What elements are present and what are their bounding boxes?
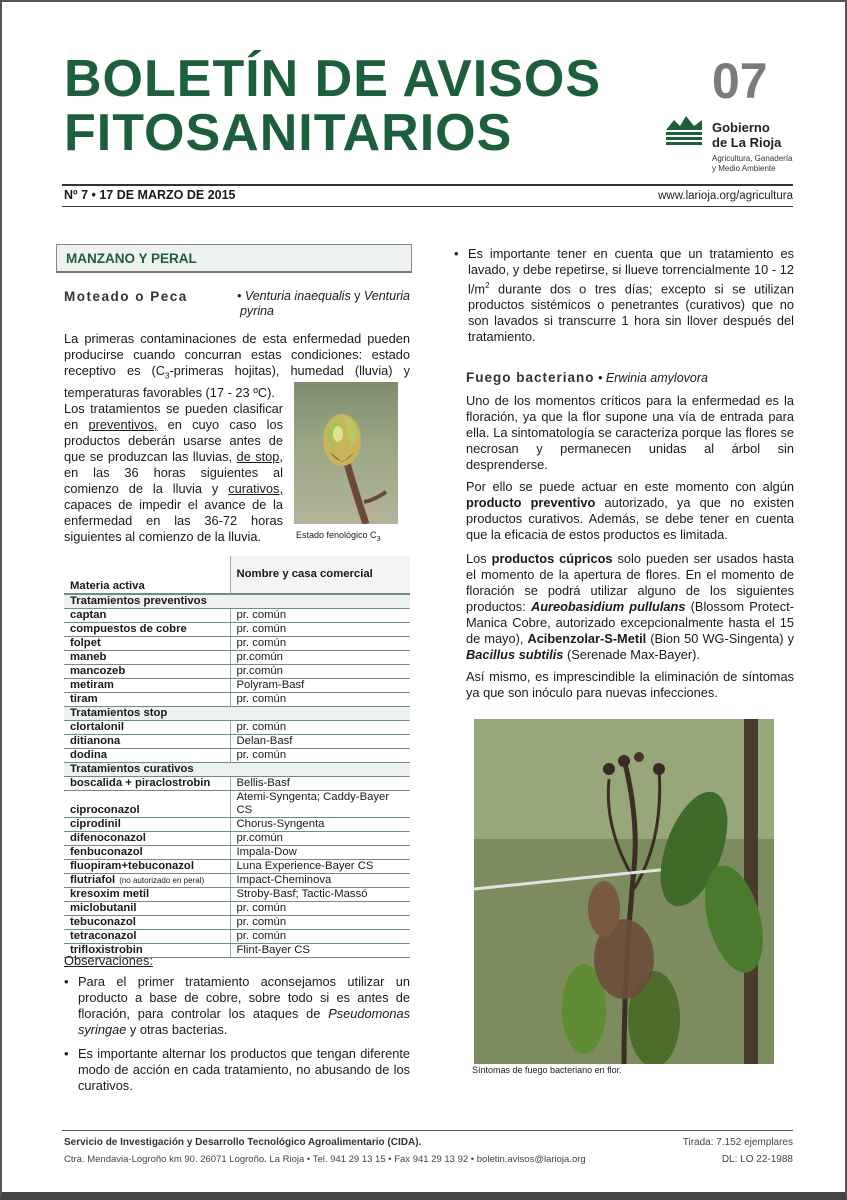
active-ingredient-cell: fluopiram+tebuconazol: [64, 860, 230, 874]
active-ingredient-cell: ciprodinil: [64, 818, 230, 832]
table-row: [64, 818, 410, 832]
logo-name: Gobierno de La Rioja: [712, 120, 782, 150]
table-row: [64, 721, 410, 735]
table-header-materia: Materia activa: [64, 556, 230, 594]
active-ingredient-cell: compuestos de cobre: [64, 623, 230, 637]
fuego-heading: Fuego bacteriano • Erwinia amylovora: [466, 370, 708, 385]
active-ingredient-cell: metiram: [64, 679, 230, 693]
header-divider-bottom: [62, 206, 793, 207]
fire-blight-photo-caption: Síntomas de fuego bacteriano en flor.: [472, 1065, 622, 1075]
active-ingredient-cell: maneb: [64, 651, 230, 665]
commercial-name-cell: pr.común: [230, 832, 410, 846]
fuego-paragraph-4: Así mismo, es imprescindible la eliminación de síntomas ya que son inóculo para nuevas infecciones.: [466, 669, 794, 700]
table-row: [64, 609, 410, 623]
fuego-paragraph-2: Por ello se puede actuar en este momento con algún producto preventivo autorizado, ya que no existen productos curativos. Además, se debe tener en cuenta que la eficacia de estos productos es limitada.: [466, 479, 794, 542]
website-link[interactable]: www.larioja.org/agricultura: [658, 190, 793, 202]
footer-legal-deposit: DL: LO 22-1988: [721, 1154, 793, 1165]
issue-number: 07: [712, 53, 768, 109]
moteado-species-b: Venturia: [363, 289, 410, 303]
table-row: [64, 846, 410, 860]
table-row: [64, 637, 410, 651]
gobierno-la-rioja-logo: [664, 112, 804, 176]
table-header-row: [64, 556, 410, 594]
bud-photo-caption: Estado fenológico $C_3$: [296, 530, 381, 543]
flutriafol-note: (no autorizado en peral): [119, 876, 205, 885]
commercial-name-cell: pr. común: [230, 637, 410, 651]
lavado-bullet: • Es importante tener en cuenta que un tratamiento es lavado, y debe repetirse, si llueve torrencialmente 10 - 12 $l/m^2$ durante dos o tres días; excepto si se utilizan productos sistémicos o penetrantes (curativos) que no son lavados si transcurre 1 hora sin llover después del tratamiento.: [454, 246, 794, 345]
observaciones: [64, 953, 410, 1094]
active-ingredient-cell: ditianona: [64, 735, 230, 749]
table-row: [64, 651, 410, 665]
commercial-name-cell: Flint-Bayer CS: [230, 944, 410, 958]
table-row: [64, 777, 410, 791]
la-rioja-emblem-icon: [664, 112, 704, 148]
table-row: [64, 832, 410, 846]
commercial-name-cell: Atemi-Syngenta; Caddy-Bayer CS: [230, 791, 410, 818]
issue-date: Nº 7 • 17 DE MARZO DE 2015: [64, 188, 236, 202]
pear-bud-illustration: [294, 382, 398, 524]
active-ingredient-cell: mancozeb: [64, 665, 230, 679]
table-row: [64, 902, 410, 916]
footer-address: Ctra. Mendavia-Logroño km 90. 26071 Logroño. La Rioja • Tel. 941 29 13 15 • Fax 941 29 13 92 • boletin.avisos@larioja.org: [64, 1154, 586, 1165]
table-row: [64, 623, 410, 637]
table-group-row: [64, 594, 410, 609]
fire-blight-illustration: [474, 719, 774, 1064]
moteado-species-a: Venturia inaequalis: [244, 289, 351, 303]
fuego-paragraph-3: Los productos cúpricos solo pueden ser usados hasta el momento de la apertura de flores. En el momento de floración se podrá utilizar alguno de los siguientes productos: Aureobasidium pullulans (Blossom Protect-Manica Cobre, autorizado excepcionalmente hasta el 15 de mayo), Acibenzolar-S-Metil (Bion 50 WG-Singenta) y Bacillus subtilis (Serenade Max-Bayer).: [466, 551, 794, 662]
moteado-heading: Moteado o Peca • Venturia inaequalis y Venturia pyrina: [64, 289, 410, 318]
moteado-paragraph-2: Los tratamientos se pueden clasificar en preventivos, en cuyo caso los productos deberán usarse antes de que se produzcan las lluvias, de stop, en las 36 horas siguientes al comienzo de la lluvia y curativos, capaces de impedir el avance de la enfermedad en las 36-72 horas siguientes al comienzo de la lluvia.: [64, 401, 283, 544]
bud-photo: [294, 382, 398, 524]
table-row: [64, 791, 410, 818]
moteado-title: Moteado o Peca: [64, 289, 188, 304]
table-row: [64, 735, 410, 749]
table-group-label: Tratamientos stop: [64, 707, 410, 721]
table-row: [64, 679, 410, 693]
active-ingredient-cell: boscalida + piraclostrobin: [64, 777, 230, 791]
active-ingredient-cell: miclobutanil: [64, 902, 230, 916]
commercial-name-cell: Delan-Basf: [230, 735, 410, 749]
commercial-name-cell: pr. común: [230, 749, 410, 763]
commercial-name-cell: pr.común: [230, 665, 410, 679]
fuego-title: Fuego bacteriano: [466, 370, 595, 385]
commercial-name-cell: pr.común: [230, 651, 410, 665]
commercial-name-cell: Luna Experience-Bayer CS: [230, 860, 410, 874]
commercial-name-cell: pr. común: [230, 693, 410, 707]
active-ingredient-cell: tebuconazol: [64, 916, 230, 930]
commercial-name-cell: Chorus-Syngenta: [230, 818, 410, 832]
fuego-paragraph-1: Uno de los momentos críticos para la enfermedad es la floración, ya que la flor supone una vía de entrada para ella. La sintomatología se caracteriza porque las flores se necrosan y permanecen unidas al árbol sin desprenderse.: [466, 393, 794, 472]
table-row: [64, 860, 410, 874]
section-title: MANZANO Y PERAL: [66, 251, 197, 266]
commercial-name-cell: Impala-Dow: [230, 846, 410, 860]
table-header-nombre: Nombre y casa comercial: [230, 556, 410, 594]
active-ingredient-cell: captan: [64, 609, 230, 623]
header-divider-top: [62, 184, 793, 186]
table-row: [64, 930, 410, 944]
logo-department: Agricultura, Ganadería y Medio Ambiente: [712, 154, 793, 173]
commercial-name-cell: Polyram-Basf: [230, 679, 410, 693]
commercial-name-cell: pr. común: [230, 930, 410, 944]
active-ingredient-cell: tiram: [64, 693, 230, 707]
table-row: [64, 665, 410, 679]
commercial-name-cell: pr. común: [230, 721, 410, 735]
active-ingredient-cell: difenoconazol: [64, 832, 230, 846]
table-group-label: Tratamientos curativos: [64, 763, 410, 777]
footer-organization: Servicio de Investigación y Desarrollo Tecnológico Agroalimentario (CIDA).: [64, 1137, 422, 1148]
footer-divider: [62, 1130, 793, 1131]
moteado-paragraph-1: La primeras contaminaciones de esta enfermedad pueden producirse cuando concurran estas condiciones: estado receptivo es ($C_3$-primeras hojitas), humedad (lluvia) y temperaturas favorables (17 - 23 ºC).: [64, 331, 410, 400]
table-group-row: [64, 707, 410, 721]
active-ingredient-cell: ciproconazol: [64, 791, 230, 818]
observaciones-bullet-2: • Es importante alternar los productos que tengan diferente modo de acción en cada tratamiento, no abusando de los curativos.: [64, 1046, 410, 1094]
commercial-name-cell: pr. común: [230, 609, 410, 623]
fire-blight-photo: [474, 719, 774, 1064]
commercial-name-cell: pr. común: [230, 902, 410, 916]
table-row: [64, 693, 410, 707]
commercial-name-cell: pr. común: [230, 623, 410, 637]
active-ingredient-cell: dodina: [64, 749, 230, 763]
table-row: [64, 888, 410, 902]
table-row: [64, 916, 410, 930]
table-row: [64, 874, 410, 888]
section-heading-box: [56, 244, 412, 273]
observaciones-title: Observaciones:: [64, 953, 153, 968]
footer-print-run: Tirada: 7.152 ejemplares: [682, 1137, 793, 1148]
commercial-name-cell: Bellis-Basf: [230, 777, 410, 791]
table-group-row: [64, 763, 410, 777]
commercial-name-cell: pr. común: [230, 916, 410, 930]
active-ingredient-cell: trifloxistrobin: [64, 944, 230, 958]
active-ingredient-cell: kresoxim metil: [64, 888, 230, 902]
table-group-label: Tratamientos preventivos: [64, 594, 410, 609]
active-ingredient-table: [64, 556, 410, 958]
active-ingredient-cell: flutriafol (no autorizado en peral): [64, 874, 230, 888]
commercial-name-cell: Stroby-Basf; Tactic-Massó: [230, 888, 410, 902]
title-line-1: BOLETÍN DE AVISOS: [64, 50, 602, 108]
table-row: [64, 749, 410, 763]
active-ingredient-cell: fenbuconazol: [64, 846, 230, 860]
fuego-species: Erwinia amylovora: [605, 371, 708, 385]
active-ingredient-cell: folpet: [64, 637, 230, 651]
bulletin-title: [64, 52, 601, 160]
active-ingredient-cell: tetraconazol: [64, 930, 230, 944]
observaciones-bullet-1: • Para el primer tratamiento aconsejamos utilizar un producto a base de cobre, sobre todo si es antes de floración, para controlar los ataques de Pseudomonas syringae y otras bacterias.: [64, 974, 410, 1038]
moteado-species-b-cont: pyrina: [239, 304, 275, 318]
commercial-name-cell: Impact-Cheminova: [230, 874, 410, 888]
title-line-2: FITOSANITARIOS: [64, 104, 513, 162]
active-ingredient-cell: clortalonil: [64, 721, 230, 735]
